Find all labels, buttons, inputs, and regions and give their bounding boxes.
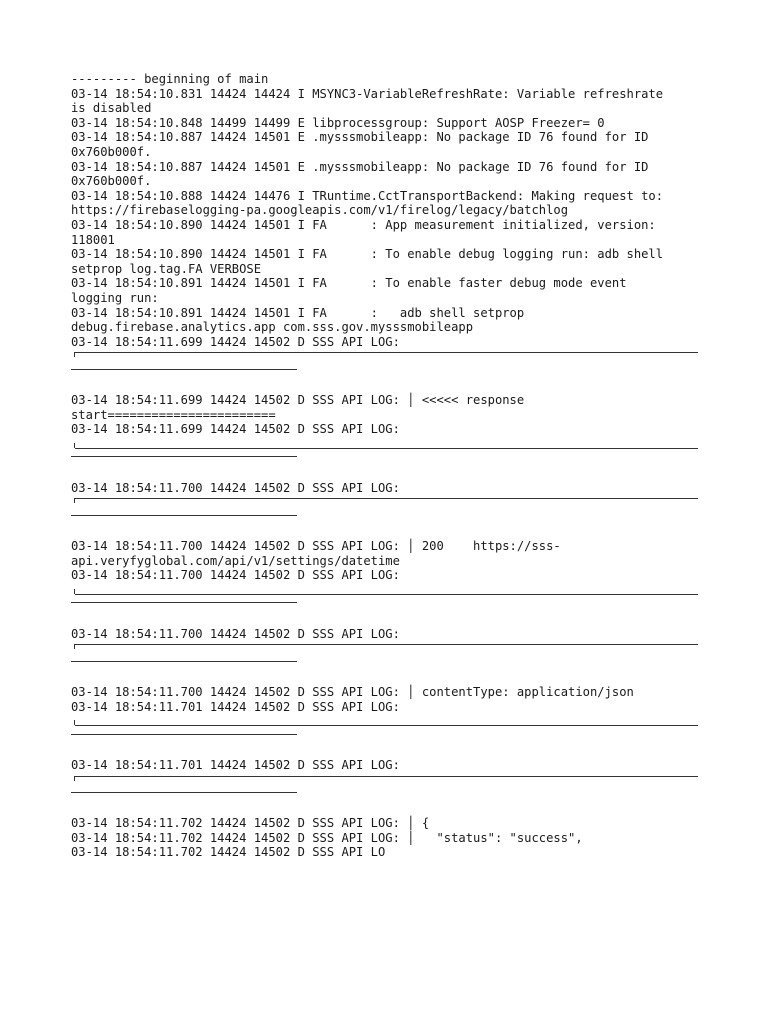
log-line: 03-14 18:54:10.891 14424 14501 I FA : To enable faster debug mode event	[71, 276, 627, 291]
box-border-tail	[71, 364, 699, 379]
log-line: api.veryfyglobal.com/api/v1/settings/datetime	[71, 553, 400, 568]
box-top-border	[71, 349, 699, 364]
log-line: is disabled	[71, 101, 152, 116]
box-top-border	[71, 495, 699, 510]
log-line: 03-14 18:54:10.890 14424 14501 I FA : App measurement initialized, version:	[71, 217, 656, 232]
box-border-tail	[71, 729, 699, 744]
box-bottom-border	[71, 437, 699, 452]
box-bottom-border	[71, 583, 699, 598]
log-line: 118001	[71, 232, 115, 247]
log-line: 03-14 18:54:10.887 14424 14501 E .mysssmobileapp: No package ID 76 found for ID	[71, 159, 649, 174]
log-line: 03-14 18:54:11.702 14424 14502 D SSS API LOG: │ "status": "success",	[71, 830, 583, 845]
box-bottom-border	[71, 714, 699, 729]
box-border-tail	[71, 597, 699, 612]
log-line: 03-14 18:54:10.890 14424 14501 I FA : To enable debug logging run: adb shell	[71, 247, 664, 262]
box-border-tail	[71, 510, 699, 525]
log-line: 03-14 18:54:10.848 14499 14499 E libprocessgroup: Support AOSP Freezer= 0	[71, 115, 605, 130]
log-line: 03-14 18:54:10.891 14424 14501 I FA : adb shell setprop	[71, 305, 525, 320]
log-block-open-line: 03-14 18:54:11.700 14424 14502 D SSS API LOG:	[71, 626, 400, 641]
log-line: 03-14 18:54:11.702 14424 14502 D SSS API LO	[71, 845, 386, 860]
log-block-close-line: 03-14 18:54:11.699 14424 14502 D SSS API LOG:	[71, 422, 400, 437]
log-line: logging run:	[71, 290, 159, 305]
log-line: 03-14 18:54:10.888 14424 14476 I TRuntime.CctTransportBackend: Making request to:	[71, 188, 664, 203]
log-line: start=======================	[71, 407, 276, 422]
log-output	[71, 72, 699, 860]
log-line: 03-14 18:54:10.887 14424 14501 E .mysssmobileapp: No package ID 76 found for ID	[71, 130, 649, 145]
log-line: debug.firebase.analytics.app com.sss.gov.mysssmobileapp	[71, 320, 474, 335]
log-line: 0x760b000f.	[71, 144, 152, 159]
box-border-tail	[71, 656, 699, 671]
log-line: 03-14 18:54:11.700 14424 14502 D SSS API LOG: │ contentType: application/json	[71, 684, 634, 699]
log-line: https://firebaselogging-pa.googleapis.com/v1/firelog/legacy/batchlog	[71, 203, 569, 218]
log-line: --------- beginning of main	[71, 72, 269, 86]
log-block-open-line: 03-14 18:54:11.701 14424 14502 D SSS API LOG:	[71, 757, 400, 772]
log-block-open-line: 03-14 18:54:11.699 14424 14502 D SSS API LOG:	[71, 334, 400, 349]
log-line: setprop log.tag.FA VERBOSE	[71, 261, 262, 276]
log-line: 03-14 18:54:11.700 14424 14502 D SSS API LOG: │ 200 https://sss-	[71, 539, 561, 553]
box-top-border	[71, 641, 699, 656]
log-line: 0x760b000f.	[71, 174, 152, 189]
log-line: 03-14 18:54:10.831 14424 14424 I MSYNC3-VariableRefreshRate: Variable refreshrate	[71, 86, 664, 101]
log-line: 03-14 18:54:11.702 14424 14502 D SSS API LOG: │ {	[71, 816, 430, 831]
log-block-close-line: 03-14 18:54:11.700 14424 14502 D SSS API LOG:	[71, 568, 400, 583]
log-line: 03-14 18:54:11.699 14424 14502 D SSS API LOG: │ <<<<< response	[71, 393, 525, 408]
box-border-tail	[71, 451, 699, 466]
log-block-open-line: 03-14 18:54:11.700 14424 14502 D SSS API LOG:	[71, 480, 400, 495]
log-block-close-line: 03-14 18:54:11.701 14424 14502 D SSS API LOG:	[71, 699, 400, 714]
box-top-border	[71, 773, 699, 788]
box-border-tail	[71, 787, 699, 802]
